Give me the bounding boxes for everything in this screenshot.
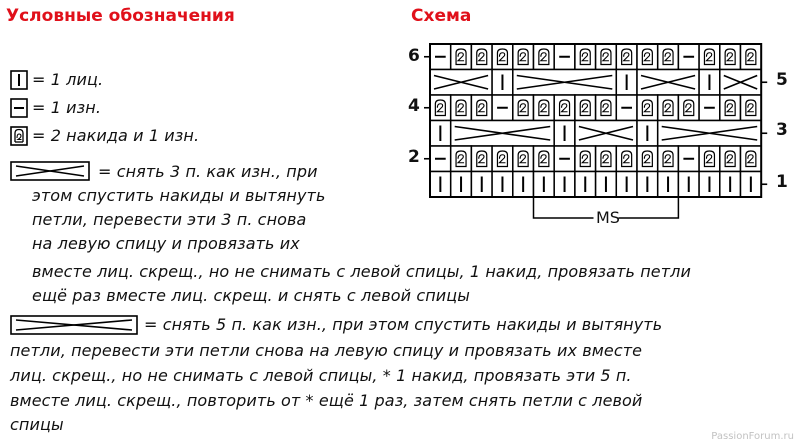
chart-cell [554,95,575,121]
chart-cell [699,44,720,70]
legend-yarnover-purl-text: = 2 накида и 1 изн. [32,126,200,145]
legend-knit-text: = 1 лиц. [32,70,104,89]
chart-cell [637,146,658,172]
chart-cell [513,95,534,121]
chart-cell [616,44,637,70]
chart-cell [596,95,617,121]
chart-cell [575,44,596,70]
chart-cell [513,44,534,70]
legend-cross5-line-5: спицы [10,415,64,434]
chart-cell [637,44,658,70]
chart-cell [616,146,637,172]
legend-cross3-line-6: ещё раз вместе лиц. скрещ. и снять с левой спицы [32,286,471,305]
row-number-3: 3 [776,120,788,140]
chart-cell [575,95,596,121]
chart-cell [451,44,472,70]
repeat-bracket [618,197,678,218]
chart-cell [720,146,741,172]
chart-cell [678,95,699,121]
row-number-4: 4 [408,96,420,116]
chart-cell [741,44,762,70]
chart-cell [471,95,492,121]
scheme-title: Схема [411,6,472,26]
chart-cell [534,146,555,172]
chart-cell [492,44,513,70]
legend-cross3-line-4: на левую спицу и провязать их [32,234,300,253]
chart-cell [471,44,492,70]
chart-cell [492,146,513,172]
chart-cell [658,44,679,70]
chart-cell [741,95,762,121]
legend-cross3-line-3: петли, перевести эти 3 п. снова [32,210,307,229]
repeat-label: MS [596,208,620,227]
chart-cell [534,95,555,121]
legend-cross5-line-1: = снять 5 п. как изн., при этом спустить накиды и вытянуть [144,315,663,334]
chart-cell [513,146,534,172]
repeat-bracket [534,197,594,218]
chart-cell [637,95,658,121]
chart-cell [720,95,741,121]
chart-cell [720,44,741,70]
chart-cell [471,146,492,172]
chart-cell [451,95,472,121]
row-number-2: 2 [408,147,420,167]
chart-cell [451,146,472,172]
chart-cell [741,146,762,172]
chart-cell [699,146,720,172]
chart-cell [430,95,451,121]
chart-cell [596,44,617,70]
legend-cross5-line-4: вместе лиц. скрещ., повторить от * ещё 1 раз, затем снять петли с левой [10,391,643,410]
legend-purl-text: = 1 изн. [32,98,102,117]
watermark: PassionForum.ru [711,431,794,442]
row-number-6: 6 [408,46,420,66]
chart-cell [658,95,679,121]
legend-cross5-line-2: петли, перевести эти петли снова на левую спицу и провязать их вместе [10,341,643,360]
chart-cell [534,44,555,70]
legend-title: Условные обозначения [6,6,235,26]
legend-cross5-line-3: лиц. скрещ., но не снимать с левой спицы, * 1 накид, провязать эти 5 п. [10,366,632,385]
legend-cross3-line-2: этом спустить накиды и вытянуть [32,186,326,205]
chart-cell [658,146,679,172]
legend-cross3-line-1: = снять 3 п. как изн., при [98,162,318,181]
legend-cross3-line-5: вместе лиц. скрещ., но не снимать с левой спицы, 1 накид, провязать петли [32,262,691,281]
row-number-5: 5 [776,70,788,90]
chart-cell [596,146,617,172]
row-number-1: 1 [776,172,788,192]
chart-cell [575,146,596,172]
